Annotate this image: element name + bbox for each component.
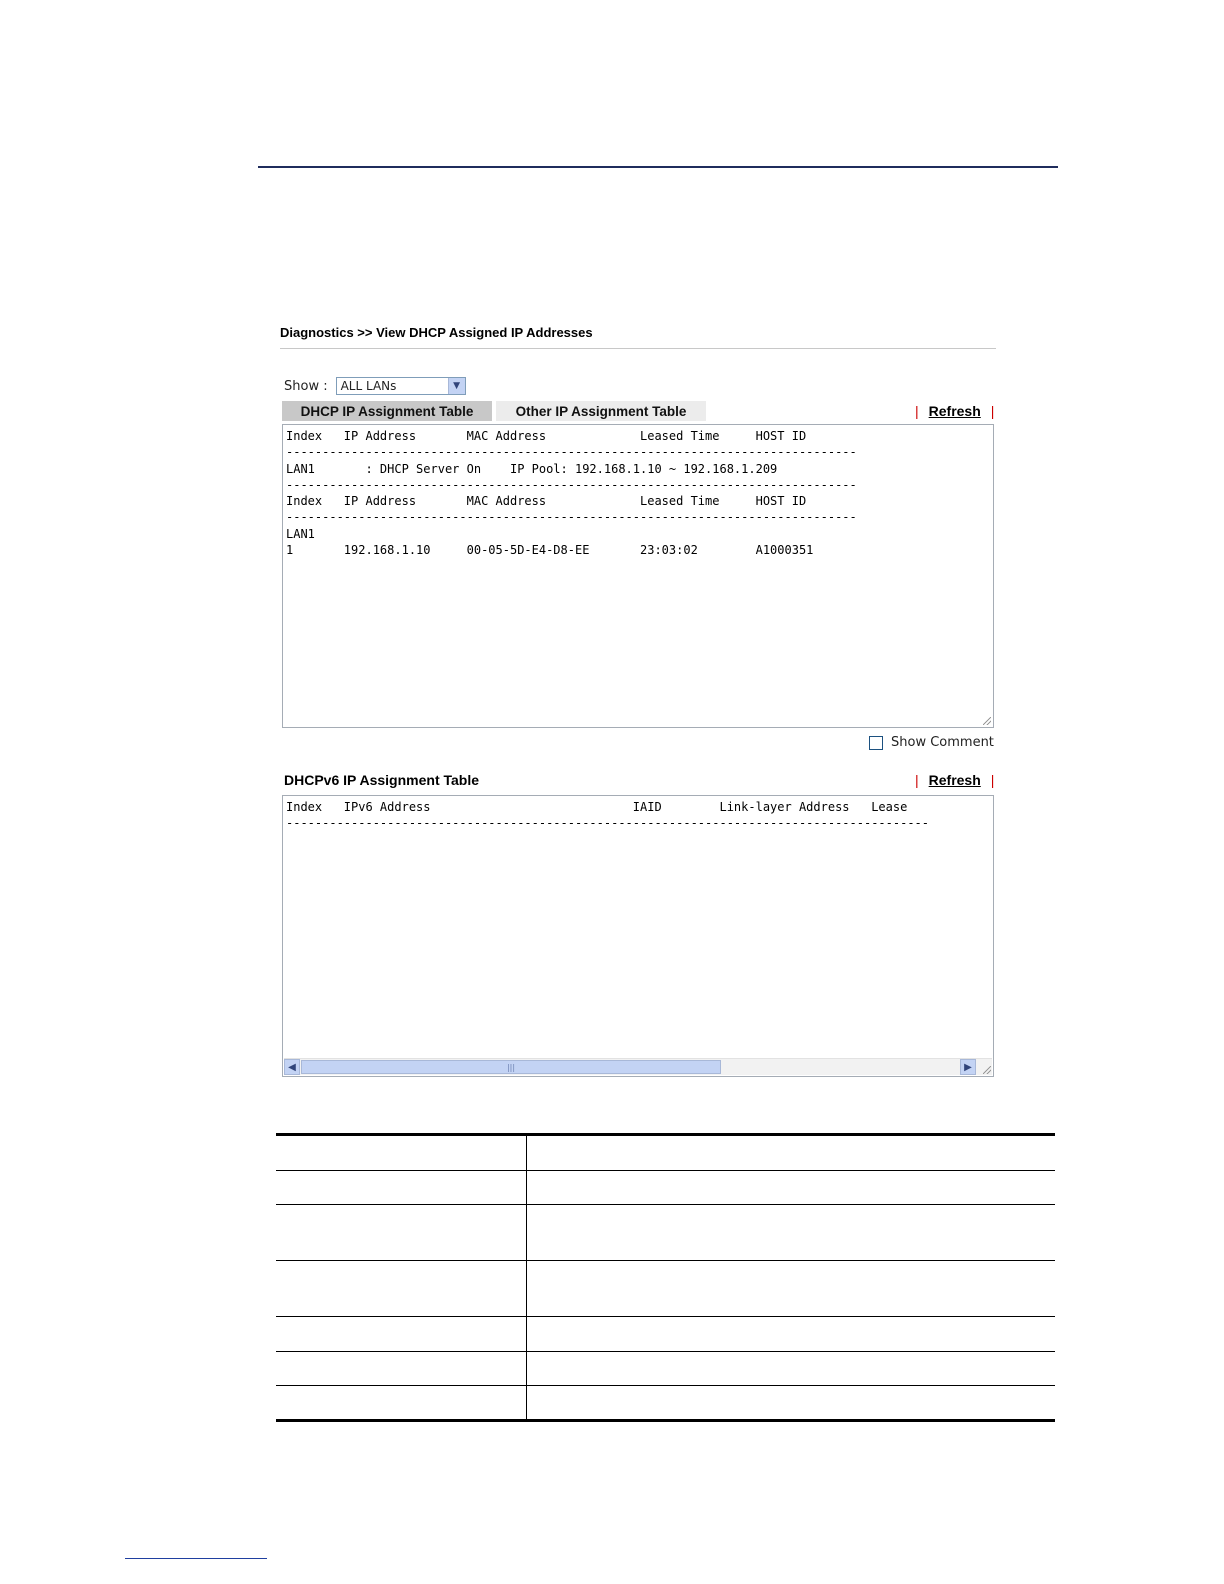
assignment-tabs bbox=[282, 401, 706, 421]
table-row bbox=[276, 1136, 1055, 1171]
tab-other-ip-assignment[interactable]: Other IP Assignment Table bbox=[496, 401, 706, 421]
chevron-right-icon[interactable]: ▶ bbox=[960, 1059, 976, 1075]
breadcrumb-divider bbox=[280, 348, 996, 349]
show-comment-option[interactable] bbox=[869, 735, 994, 750]
table-row bbox=[276, 1261, 1055, 1317]
table-header-line: Index IPv6 Address IAID Link-layer Address Lease bbox=[286, 800, 908, 814]
scroll-thumb[interactable]: ||| bbox=[301, 1060, 721, 1074]
separator: | bbox=[915, 403, 919, 419]
tab-dhcp-ip-assignment[interactable]: DHCP IP Assignment Table bbox=[282, 401, 492, 421]
lan-group-line: LAN1 bbox=[286, 527, 315, 541]
footer-link-underline bbox=[125, 1558, 267, 1559]
lan-select[interactable] bbox=[336, 377, 466, 395]
separator: | bbox=[990, 403, 995, 419]
refresh-group-dhcp bbox=[915, 403, 994, 419]
dhcp-assignment-textarea[interactable] bbox=[282, 424, 994, 728]
description-table bbox=[276, 1133, 1055, 1422]
lan-select-value: ALL LANs bbox=[340, 379, 397, 393]
table-row bbox=[276, 1171, 1055, 1205]
separator-line: ------------------------------------------------------------------------------- bbox=[286, 478, 857, 492]
table-row bbox=[276, 1386, 1055, 1422]
table-header-line: Index IP Address MAC Address Leased Time HOST ID bbox=[286, 429, 807, 443]
resize-grip-icon[interactable] bbox=[983, 717, 991, 725]
table-row bbox=[276, 1317, 1055, 1352]
refresh-link[interactable]: Refresh bbox=[928, 403, 981, 419]
show-comment-checkbox[interactable] bbox=[869, 736, 883, 750]
lan-status-line: LAN1 : DHCP Server On IP Pool: 192.168.1.10 ~ 192.168.1.209 bbox=[286, 462, 778, 476]
separator: | bbox=[915, 772, 919, 788]
refresh-group-dhcpv6 bbox=[915, 772, 994, 788]
separator-line: ------------------------------------------------------------------------------- bbox=[286, 510, 857, 524]
table-row bbox=[276, 1352, 1055, 1386]
table-row bbox=[276, 1205, 1055, 1261]
table-header-line: Index IP Address MAC Address Leased Time HOST ID bbox=[286, 494, 807, 508]
breadcrumb: Diagnostics >> View DHCP Assigned IP Addresses bbox=[280, 325, 593, 340]
table-row: 1 192.168.1.10 00-05-5D-E4-D8-EE 23:03:02 A1000351 bbox=[286, 543, 814, 557]
chevron-left-icon[interactable]: ◀ bbox=[284, 1059, 300, 1075]
dhcpv6-assignment-textarea[interactable] bbox=[282, 795, 994, 1077]
separator-line: ------------------------------------------------------------------------------- bbox=[286, 445, 857, 459]
dhcpv6-table-title: DHCPv6 IP Assignment Table bbox=[284, 772, 480, 788]
show-comment-label: Show Comment bbox=[891, 735, 994, 750]
show-filter bbox=[284, 377, 466, 395]
resize-grip-icon[interactable] bbox=[983, 1066, 991, 1074]
separator-line: ----------------------------------------------------------------------------------------- bbox=[286, 816, 929, 830]
horizontal-scrollbar[interactable] bbox=[284, 1058, 992, 1075]
separator: | bbox=[990, 772, 995, 788]
refresh-link[interactable]: Refresh bbox=[928, 772, 981, 788]
page-header-rule bbox=[258, 166, 1058, 168]
chevron-down-icon[interactable]: ▼ bbox=[448, 378, 465, 394]
show-label: Show : bbox=[284, 378, 328, 394]
